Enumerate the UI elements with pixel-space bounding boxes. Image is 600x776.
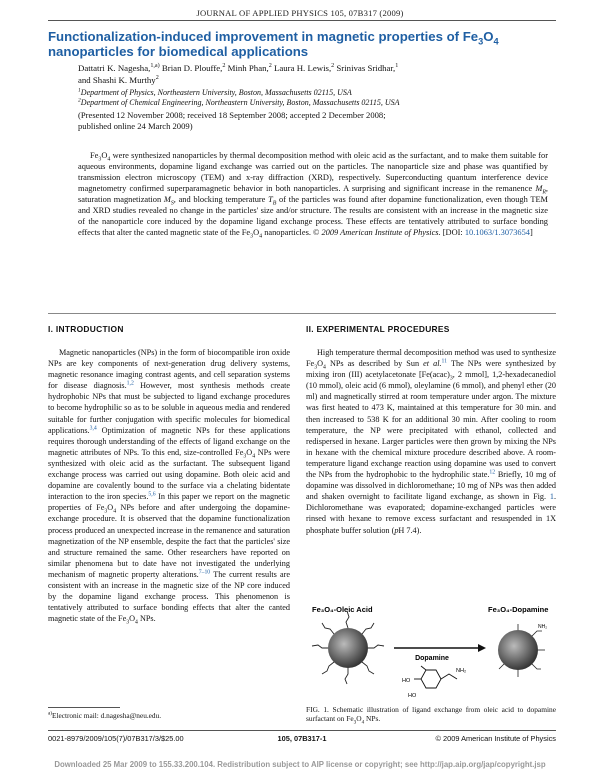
hydroxyl-label: HO xyxy=(408,693,417,699)
citation[interactable]: 12 xyxy=(489,469,496,476)
introduction-text: Magnetic nanoparticles (NPs) in the form of biocompatible iron oxide NPs are key components of next-generation drug delivery systems, magnetic resonance imaging contrast agents, and cell separation systems for disease diagnosis.$^{1,2}$ However, most synthesis methods create hydrophobic NPs that must be subjected to ligand exchange procedures to become hydrophilic so as to be soluble in aqueous media and rendered suitable for further conjugation with specific molecules for biomedical applications.$^{3,4}$ Optimization of magnetic NPs for these applications requires thorough understanding of the effects of ligand exchange on the magnetic attributes of NPs. To this end, size-controlled $Fe_3O_4$ NPs were synthesized with oleic acid as the surfactant. The subsequent ligand exchange process was carried out using dopamine. Both oleic acid and dopamine are covalently bound to the surface via a chelating bidentate interaction to the iron species.$^{5,6}$ In this paper we report on the magnetic properties of $Fe_3O_4$ NPs before and after undergoing the dopamine-exchange procedure. It is observed that the dopamine functionalization process produced an unexpected increase in the remanence and saturation magnetization of the NP ensemble, despite the fact that the particles' size and structure remained the same. Other researchers have reported on similar phenomena but to date have not investigated the underlying mechanism of magnetic property alterations.$^{7-10}$ The current results are consistent with an increase in the magnetic size of the NP core induced by the dopamine ligand exchange process. This phenomenon is tentatively attributed to surface bonding effects that alter the canted magnetic state of the $Fe_3O_4$ NPs. xyxy=(48,348,291,626)
hydroxyl-label: HO xyxy=(402,678,411,684)
affiliations: $^1$Department of Physics, Northeastern University, Boston, Massachusetts 02115, USA $^2$Department of Chemical Engineering, Northeastern University, Boston, Massachusetts 02115, USA xyxy=(78,87,400,107)
dopamine-nanoparticle xyxy=(498,624,548,677)
author-list: Dattatri K. Nagesha,$^{1,a)}$ Brian D. Plouffe,$^2$ Minh Phan,$^2$ Laura H. Lewis,$^2$ Srinivas Sridhar,$^1$ and Shashi K. Murthy$^2$ xyxy=(78,63,399,85)
article-title: Functionalization-induced improvement in magnetic properties of $Fe_3O_4$ nanoparticles for biomedical applications xyxy=(48,29,499,59)
abstract-rule xyxy=(48,313,556,314)
running-header: JOURNAL OF APPLIED PHYSICS 105, 07B317 (2009) xyxy=(196,8,404,18)
citation[interactable]: 5,6 xyxy=(148,491,156,498)
page-number: 105, 07B317-1 xyxy=(277,734,327,743)
amine-label: NH₂ xyxy=(538,624,548,630)
amine-label: NH₂ xyxy=(456,668,467,674)
footer-rule xyxy=(48,730,556,731)
figure-1-caption: FIG. 1. Schematic illustration of ligand exchange from oleic acid to dopamine surfactant on $Fe_3O_4$ NPs. xyxy=(306,705,556,726)
arrow-head-icon xyxy=(478,644,486,652)
figure-link[interactable]: 1 xyxy=(549,492,554,502)
dopamine-molecule xyxy=(414,666,457,688)
footnote-rule xyxy=(48,707,120,708)
abstract: $Fe_3O_4$ were synthesized nanoparticles by thermal decomposition method with oleic acid as the surfactant, and to make them suitable for aqueous environments, dopamine ligand exchange was carried out on the particles. The nanoparticle size and phase was quantified by transmission electron microscopy (TEM) and x-ray diffraction (XRD), respectively. Superconducting quantum interference device magnetometry confirmed superparamagnetic behavior in both nanoparticles. A surprising and significant increase in the remanence $M_R$, saturation magnetization $M_S$, and blocking temperature $T_B$ of the particles was found after dopamine functionalization, even though TEM and XRD studies revealed no change in the particles' size and/or structure. The results are consistent with an increase in the magnetic size of the nanoparticle core induced by the dopamine ligand exchange process. These effects are tentatively attributed to surface bonding effects that alter the canted magnetic state of the $Fe_3O_4$ nanoparticles. © 2009 American Institute of Physics. [DOI: 10.1063/1.3073654] xyxy=(78,151,549,240)
dopamine-np-label: Fe₃O₄-Dopamine xyxy=(488,605,549,614)
footnote: $^{a)}$Electronic mail: d.nagesha@neu.edu. xyxy=(48,710,162,720)
section-heading-experimental: II. EXPERIMENTAL PROCEDURES xyxy=(306,324,450,334)
section-heading-introduction: I. INTRODUCTION xyxy=(48,324,124,334)
publication-dates: (Presented 12 November 2008; received 18 September 2008; accepted 2 December 2008; published online 24 March 2009) xyxy=(78,110,386,131)
citation[interactable]: 1,2 xyxy=(126,380,134,387)
oleic-acid-nanoparticle xyxy=(312,611,384,684)
footer-issn: 0021-8979/2009/105(7)/07B317/3/$25.00 xyxy=(48,734,184,743)
footer-copyright: © 2009 American Institute of Physics xyxy=(435,734,556,743)
download-notice: Downloaded 25 Mar 2009 to 155.33.200.104. Redistribution subject to AIP license or copyright; see http://jap.aip.org/jap/copyright.jsp xyxy=(54,760,546,769)
citation[interactable]: 3,4 xyxy=(89,424,97,431)
dopamine-label: Dopamine xyxy=(415,655,449,662)
figure-1-schematic xyxy=(306,600,556,704)
experimental-text: High temperature thermal decomposition method was used to synthesize $Fe_3O_4$ NPs as described by Sun et al.$^{11}$ The NPs were synthesized by mixing iron (III) acetylacetonate [$Fe(acac)_3$, 2 mmol], 1,2-hexadecanediol (10 mmol), oleic acid (6 mmol), oleylamine (6 mmol), and phenyl ether (20 ml) and magnetically stirred at room temperature under argon. The mixture was first heated to 473 K, maintained at this temperature for 30 min. and then increased to 538 K for an additional 30 min. After cooling to room temperature, the NP were precipitated with ethanol, collected and redispersed in hexane. Larger particles were then grown by mixing the NPs in hexane with the chemical mixture procedure described above. A room-temperature ligand exchange reaction using dopamine was used to convert the NPs from the hydrophobic to the hydrophilic state.$^{12}$ Briefly, 10 mg of dopamine was dissolved in dichloromethane; 10 mg of NPs was then added and shaken overnight to facilitate ligand exchange, as shown in Fig. 1. Dichloromethane was evaporated; dopamine-exchanged particles were rinsed with hexane to remove excess surfactant and resuspended in 1X phosphate buffer solution (pH 7.4). xyxy=(306,348,556,535)
citation[interactable]: 7–10 xyxy=(198,569,211,576)
header-rule xyxy=(48,20,556,21)
oleic-acid-label: Fe₃O₄-Oleic Acid xyxy=(312,605,373,614)
doi-link[interactable]: 10.1063/1.3073654 xyxy=(464,228,530,237)
citation[interactable]: 11 xyxy=(441,358,448,365)
